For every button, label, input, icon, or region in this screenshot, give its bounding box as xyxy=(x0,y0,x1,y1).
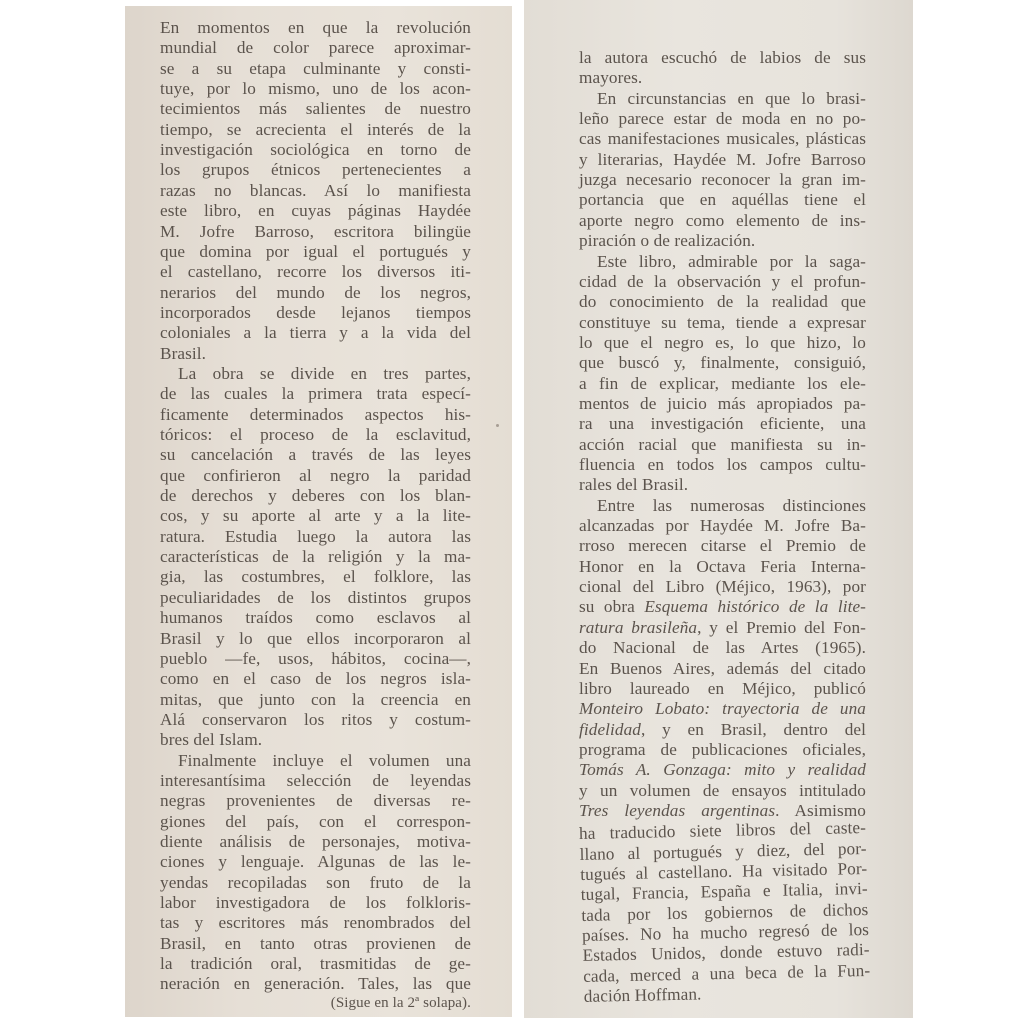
line-text: portancia que en aquéllas tiene el xyxy=(579,190,866,210)
text-line xyxy=(160,425,471,445)
italic-title-text: fidelidad xyxy=(579,719,642,739)
line-text: constituye su tema, tiende a expresar xyxy=(579,312,866,332)
text-line xyxy=(579,597,866,617)
text-line xyxy=(160,445,471,465)
text-line xyxy=(160,384,471,404)
line-text: cos, y su aporte al arte y a la lite- xyxy=(160,506,471,526)
line-text: que confirieron al negro la paridad xyxy=(160,465,471,485)
text-line xyxy=(579,68,866,88)
text-line xyxy=(160,608,471,628)
line-text: Honor en la Octava Feria Interna- xyxy=(579,556,866,576)
text-line xyxy=(160,730,471,750)
text-line xyxy=(160,18,471,38)
line-text: labor investigadora de los folkloris- xyxy=(160,893,471,913)
text-line xyxy=(579,760,866,780)
line-text: peculiaridades de los distintos grupos xyxy=(160,587,471,607)
text-line xyxy=(579,231,866,251)
text-line xyxy=(579,414,866,434)
line-text: do conocimiento de la realidad que xyxy=(579,292,866,312)
line-text: diente análisis de personajes, motiva- xyxy=(160,832,471,851)
line-text: la autora escuchó de labios de sus xyxy=(579,48,866,67)
text-line xyxy=(160,547,471,567)
text-line xyxy=(160,506,471,526)
text-line xyxy=(160,160,471,180)
text-line xyxy=(160,242,471,262)
text-line xyxy=(579,516,866,536)
right-flap-page xyxy=(524,0,913,1018)
italic-title-text: ratura brasileña xyxy=(579,617,698,637)
line-text: coloniales a la tierra y a la vida del xyxy=(160,323,471,343)
italic-title-text: Tres leyendas argentinas xyxy=(579,800,776,820)
line-text: mitas, que junto con la creencia en xyxy=(160,689,471,709)
text-line xyxy=(579,374,866,394)
line-text: que domina por igual el portugués y xyxy=(160,241,471,261)
line-text: su obra xyxy=(579,597,645,617)
line-text: el castellano, recorre los diversos iti- xyxy=(160,262,471,282)
line-text: negras provenientes de diversas re- xyxy=(160,791,471,811)
line-text: razas no blancas. Así lo manifiesta xyxy=(160,180,471,200)
line-text: tugal, Francia, España e Italia, invi- xyxy=(580,879,868,905)
line-text: La obra se divide en tres partes, xyxy=(178,363,471,383)
line-text: tada por los gobiernos de dichos xyxy=(581,899,869,925)
line-text: tiempo, se acrecienta el interés de la xyxy=(160,119,471,139)
text-line xyxy=(160,99,471,119)
line-text: programa de publicaciones oficiales, xyxy=(579,739,866,759)
line-text: y literarias, Haydée M. Jofre Barroso xyxy=(579,149,866,169)
line-text: alcanzadas por Haydée M. Jofre Ba- xyxy=(579,516,866,536)
line-text: los grupos étnicos pertenecientes a xyxy=(160,160,471,180)
text-line xyxy=(160,201,471,221)
text-line xyxy=(579,252,866,272)
line-text: tecimientos más salientes de nuestro xyxy=(160,99,471,119)
text-line xyxy=(160,262,471,282)
line-text: tóricos: el proceso de la esclavitud, xyxy=(160,425,471,444)
line-text: piración o de realización. xyxy=(579,231,756,251)
line-text: , y el Premio del Fon- xyxy=(697,617,866,637)
line-text: Alá conservaron los ritos y costum- xyxy=(160,709,471,729)
text-line xyxy=(160,629,471,649)
text-line xyxy=(579,577,866,597)
line-text: investigación sociológica en torno de xyxy=(160,140,471,160)
text-line xyxy=(579,618,866,638)
text-line xyxy=(160,954,471,974)
line-text: Este libro, admirable por la saga- xyxy=(597,251,866,271)
line-text: . Asimismo xyxy=(775,800,866,820)
line-text: Brasil. xyxy=(160,343,207,363)
text-line xyxy=(579,211,866,231)
line-text: nerarios del mundo de los negros, xyxy=(160,282,471,302)
text-line xyxy=(579,720,866,740)
line-text: acción racial que manifiesta su in- xyxy=(579,434,866,454)
text-line xyxy=(160,690,471,710)
italic-title-text: Tomás A. Gonzaga: mito y realidad xyxy=(579,760,866,780)
line-text: giones del país, con el correspon- xyxy=(160,811,471,831)
left-flap-page xyxy=(125,6,512,1017)
line-text: incorporados desde lejanos tiempos xyxy=(160,302,471,322)
text-line xyxy=(160,38,471,58)
line-text: se a su etapa culminante y consti- xyxy=(160,58,471,78)
line-text: cidad de la observación y el profun- xyxy=(579,271,866,291)
line-text: Finalmente incluye el volumen una xyxy=(178,750,471,770)
line-text: Brasil y lo que ellos incorporaron al xyxy=(160,628,471,648)
text-line xyxy=(579,190,866,210)
line-text: ratura. Estudia luego la autora las xyxy=(160,526,471,546)
line-text: ra una investigación eficiente, una xyxy=(579,414,866,434)
text-line xyxy=(579,89,866,109)
text-line xyxy=(160,852,471,872)
text-line xyxy=(160,710,471,730)
text-line xyxy=(160,364,471,384)
text-line xyxy=(160,873,471,893)
line-text: llano al portugués y diez, del por- xyxy=(579,838,867,864)
text-line xyxy=(160,283,471,303)
line-text: gia, las costumbres, el folklore, las xyxy=(160,567,471,587)
line-text: mentos de juicio más apropiados pa- xyxy=(579,393,866,413)
text-line xyxy=(160,812,471,832)
text-line xyxy=(579,496,866,516)
text-line xyxy=(160,303,471,323)
text-line xyxy=(579,557,866,577)
line-text: , y en Brasil, dentro del xyxy=(641,719,866,739)
text-line xyxy=(579,679,866,699)
line-text: M. Jofre Barroso, escritora bilingüe xyxy=(160,221,471,241)
text-line xyxy=(160,771,471,791)
line-text: interesantísima selección de leyendas xyxy=(160,770,471,790)
line-text: cas manifestaciones musicales, plásticas xyxy=(579,129,866,149)
line-text: países. No ha mucho regresó de los xyxy=(581,919,870,945)
line-text: su cancelación a través de las leyes xyxy=(160,445,471,465)
text-line xyxy=(160,222,471,242)
line-text: y un volumen de ensayos intitulado xyxy=(579,780,866,800)
line-text: tas y escritores más renombrados del xyxy=(160,913,471,933)
line-text: este libro, en cuyas páginas Haydée xyxy=(160,201,471,221)
line-text: mayores. xyxy=(579,68,643,88)
line-text: ficamente determinados aspectos his- xyxy=(160,404,471,424)
line-text: características de la religión y la ma- xyxy=(160,547,471,567)
text-line xyxy=(579,150,866,170)
italic-title-text: Monteiro Lobato: trayectoria de una xyxy=(579,699,866,719)
text-line xyxy=(160,486,471,506)
line-text: cada, merced a una beca de la Fun- xyxy=(583,960,871,986)
text-line xyxy=(579,48,866,68)
text-line xyxy=(160,974,471,994)
text-line xyxy=(160,832,471,852)
text-line xyxy=(160,934,471,954)
line-text: En momentos en que la revolución xyxy=(160,18,471,37)
paper-speck xyxy=(496,424,499,427)
line-text: de derechos y deberes con los blan- xyxy=(160,486,471,506)
text-line xyxy=(579,394,866,414)
text-line xyxy=(579,292,866,312)
text-line xyxy=(579,109,866,129)
text-line xyxy=(160,791,471,811)
text-line xyxy=(160,181,471,201)
text-line xyxy=(579,536,866,556)
line-text: tuye, por lo mismo, uno de los acon- xyxy=(160,79,471,99)
text-line xyxy=(160,344,471,364)
text-line xyxy=(160,527,471,547)
line-text: En Buenos Aires, además del citado xyxy=(579,658,866,678)
text-line xyxy=(160,751,471,771)
line-text: lo que el negro es, lo que hizo, lo xyxy=(579,332,866,352)
line-text: de las cuales la primera trata especí- xyxy=(160,384,471,404)
text-line xyxy=(579,170,866,190)
text-line xyxy=(579,659,866,679)
line-text: mundial de color parece aproximar- xyxy=(160,38,471,58)
text-line xyxy=(160,588,471,608)
text-line xyxy=(579,272,866,292)
text-line xyxy=(160,466,471,486)
line-text: a fin de explicar, mediante los ele- xyxy=(579,373,866,393)
line-text: ciones y lenguaje. Algunas de las le- xyxy=(160,852,471,872)
line-text: En circunstancias en que lo brasi- xyxy=(597,88,866,108)
text-line xyxy=(160,323,471,343)
text-line xyxy=(579,353,866,373)
text-line xyxy=(160,893,471,913)
text-line xyxy=(579,699,866,719)
line-text: ha traducido siete libros del caste- xyxy=(578,818,867,844)
line-text: Brasil, en tanto otras provienen de xyxy=(160,933,471,953)
text-line xyxy=(579,475,866,495)
text-line xyxy=(160,79,471,99)
line-text: tugués al castellano. Ha visitado Por- xyxy=(580,858,868,884)
line-text: humanos traídos como esclavos al xyxy=(160,608,471,628)
line-text: aporte negro como elemento de ins- xyxy=(579,210,866,230)
line-text: rroso merecen citarse el Premio de xyxy=(579,536,866,556)
text-line xyxy=(160,567,471,587)
line-text: yendas recopiladas son fruto de la xyxy=(160,872,471,892)
text-line xyxy=(579,740,866,760)
text-line xyxy=(160,669,471,689)
line-text: bres del Islam. xyxy=(160,730,263,750)
line-text: Entre las numerosas distinciones xyxy=(597,495,866,515)
text-line xyxy=(160,405,471,425)
line-text: Estados Unidos, donde estuvo radi- xyxy=(582,940,870,966)
line-text: rales del Brasil. xyxy=(579,475,689,495)
line-text: dación Hoffman. xyxy=(583,984,702,1006)
text-line xyxy=(579,781,866,801)
line-text: la tradición oral, trasmitidas de ge- xyxy=(160,954,471,974)
line-text: leño parece estar de moda en no po- xyxy=(579,109,866,129)
line-text: que buscó y, finalmente, consiguió, xyxy=(579,353,866,373)
italic-title-text: Esquema histórico de la lite- xyxy=(644,597,867,617)
text-line xyxy=(160,59,471,79)
text-line xyxy=(579,313,866,333)
text-line xyxy=(579,455,866,475)
line-text: neración en generación. Tales, las que xyxy=(160,974,471,994)
text-line xyxy=(579,638,866,658)
line-text: do Nacional de las Artes (1965). xyxy=(579,638,866,658)
line-text: libro laureado en Méjico, publicó xyxy=(579,678,866,698)
line-text: fluencia en todos los campos cultu- xyxy=(579,455,866,474)
text-line xyxy=(160,913,471,933)
text-line xyxy=(160,120,471,140)
line-text: como en el caso de los negros isla- xyxy=(160,669,471,689)
text-line xyxy=(160,140,471,160)
line-text: cional del Libro (Méjico, 1963), por xyxy=(579,577,866,597)
text-line xyxy=(579,333,866,353)
line-text: juzga necesario reconocer la gran im- xyxy=(579,170,866,190)
text-line xyxy=(579,129,866,149)
text-line xyxy=(579,435,866,455)
continuation-note: (Sigue en la 2ª solapa). xyxy=(330,994,471,1011)
line-text: pueblo —fe, usos, hábitos, cocina—, xyxy=(160,648,471,668)
text-line xyxy=(160,649,471,669)
